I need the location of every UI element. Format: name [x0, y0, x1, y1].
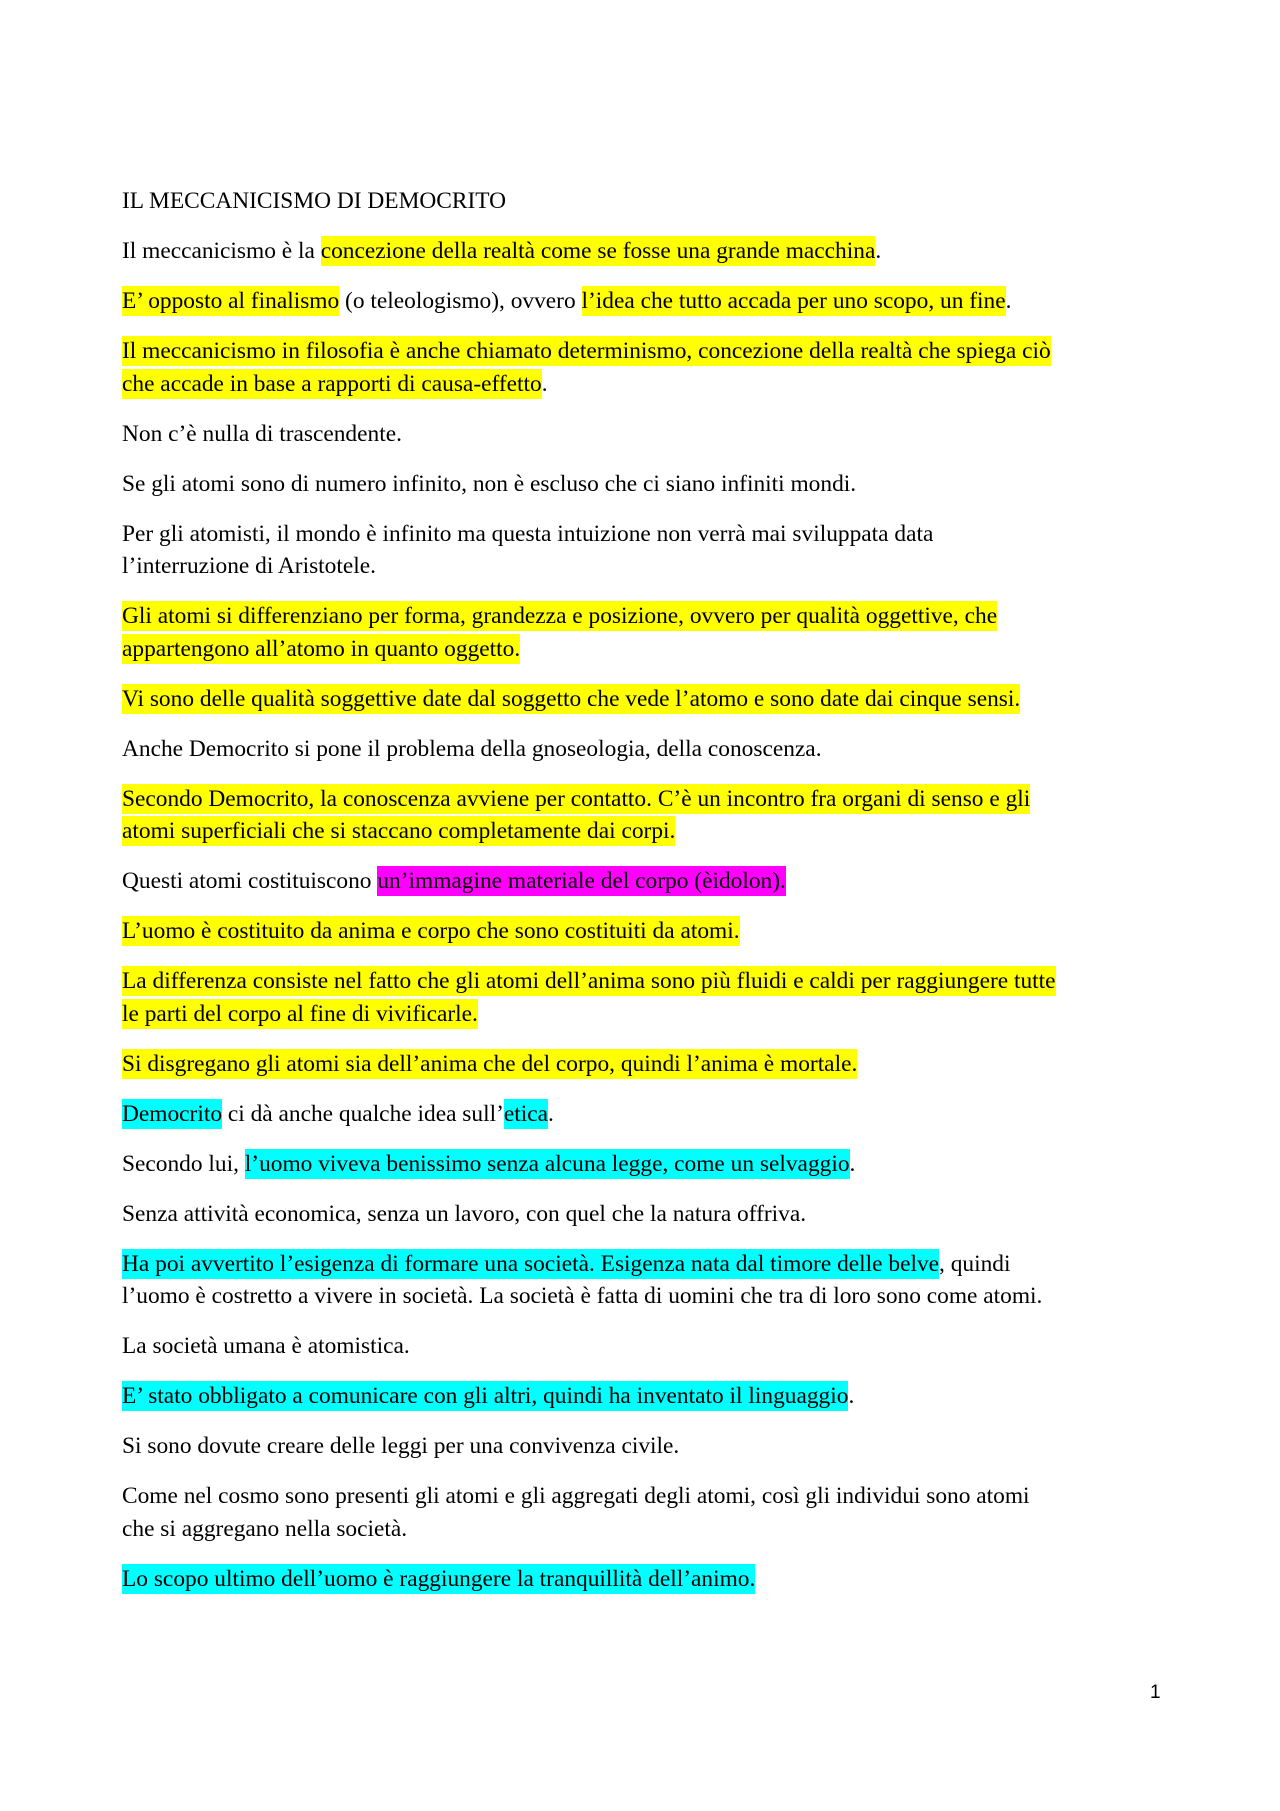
text-line: [122, 633, 1182, 666]
text-line: [122, 468, 1182, 501]
highlighted-text-yellow: Secondo Democrito, la conoscenza avviene per contatto. C’è un incontro fra organi di senso e gli: [122, 785, 1031, 812]
text-line: [122, 235, 1182, 268]
paragraph: [122, 915, 1182, 948]
highlighted-text-yellow: atomi superficiali che si staccano completamente dai corpi.: [122, 818, 676, 845]
paragraph: [122, 1248, 1182, 1313]
text-segment: Senza attività economica, senza un lavoro, con quel che la natura offriva.: [122, 1200, 807, 1227]
text-line: [122, 1430, 1182, 1463]
text-segment: .: [541, 370, 548, 397]
text-segment: l’uomo è costretto a vivere in società. La società è fatta di uomini che tra di loro sono come atomi.: [122, 1283, 1043, 1310]
page-number: 1: [1150, 1682, 1161, 1703]
paragraph: [122, 1380, 1182, 1413]
text-segment: Questi atomi costituiscono: [122, 868, 378, 895]
text-segment: .: [1005, 287, 1012, 314]
text-line: [122, 518, 1182, 551]
paragraph: [122, 1330, 1182, 1363]
text-segment: , quindi: [939, 1250, 1011, 1277]
highlighted-text-yellow: che accade in base a rapporti di causa-effetto: [122, 370, 542, 397]
text-line: [122, 683, 1182, 716]
highlighted-text-yellow: appartengono all’atomo in quanto oggetto.: [122, 635, 521, 662]
paragraph: [122, 1148, 1182, 1181]
document-title: [122, 185, 1182, 218]
text-line: [122, 285, 1182, 318]
text-segment: l’interruzione di Aristotele.: [122, 553, 376, 580]
paragraph: [122, 1430, 1182, 1463]
text-segment: Se gli atomi sono di numero infinito, non è escluso che ci siano infiniti mondi.: [122, 470, 857, 497]
text-line: [122, 1513, 1182, 1546]
paragraph: [122, 865, 1182, 898]
text-line: [122, 418, 1182, 451]
highlighted-text-yellow: E’ opposto al finalismo: [122, 287, 340, 314]
paragraph: [122, 418, 1182, 451]
paragraph: [122, 468, 1182, 501]
highlighted-text-yellow: Il meccanicismo in filosofia è anche chiamato determinismo, concezione della realtà che spiega ciò: [122, 337, 1051, 364]
text-segment: ci dà anche qualche idea sull’: [222, 1100, 504, 1127]
text-segment: La società umana è atomistica.: [122, 1333, 410, 1360]
highlighted-text-yellow: le parti del corpo al fine di vivificarle.: [122, 1000, 478, 1027]
text-line: [122, 600, 1182, 633]
text-segment: Si sono dovute creare delle leggi per una convivenza civile.: [122, 1433, 680, 1460]
paragraph: [122, 683, 1182, 716]
paragraph: [122, 1048, 1182, 1081]
paragraph: [122, 1198, 1182, 1231]
text-line: [122, 998, 1182, 1031]
highlighted-text-yellow: Gli atomi si differenziano per forma, grandezza e posizione, ovvero per qualità oggettive, che: [122, 603, 998, 630]
highlighted-text-yellow: l’idea che tutto accada per uno scopo, un fine: [581, 287, 1006, 314]
paragraph: [122, 600, 1182, 665]
text-line: [122, 915, 1182, 948]
paragraph: [122, 285, 1182, 318]
highlighted-text-cyan: l’uomo viveva benissimo senza alcuna legge, come un selvaggio: [244, 1150, 850, 1177]
text-line: [122, 965, 1182, 998]
text-line: [122, 1280, 1182, 1313]
text-segment: (o teleologismo), ovvero: [339, 287, 582, 314]
text-line: [122, 783, 1182, 816]
text-segment: Il meccanicismo è la: [122, 237, 321, 264]
highlighted-text-cyan: Ha poi avvertito l’esigenza di formare una società. Esigenza nata dal timore delle belve: [122, 1250, 940, 1277]
text-segment: Secondo lui,: [122, 1150, 245, 1177]
text-line: [122, 1098, 1182, 1131]
highlighted-text-yellow: Si disgregano gli atomi sia dell’anima che del corpo, quindi l’anima è mortale.: [122, 1050, 858, 1077]
highlighted-text-yellow: concezione della realtà come se fosse una grande macchina: [320, 237, 876, 264]
text-line: [122, 335, 1182, 368]
highlighted-text-cyan: etica: [503, 1100, 549, 1127]
highlighted-text-magenta: un’immagine materiale del corpo (èidolon).: [377, 868, 786, 895]
paragraph: [122, 1098, 1182, 1131]
text-segment: .: [848, 1383, 855, 1410]
text-segment: che si aggregano nella società.: [122, 1515, 408, 1542]
text-segment: Anche Democrito si pone il problema della gnoseologia, della conoscenza.: [122, 735, 822, 762]
text-line: [122, 1248, 1182, 1281]
text-line: [122, 815, 1182, 848]
paragraph: [122, 965, 1182, 1030]
text-segment: Non c’è nulla di trascendente.: [122, 420, 402, 447]
text-line: [122, 1198, 1182, 1231]
paragraph: [122, 783, 1182, 848]
text-line: [122, 1048, 1182, 1081]
highlighted-text-cyan: E’ stato obbligato a comunicare con gli altri, quindi ha inventato il linguaggio: [122, 1383, 849, 1410]
text-segment: Per gli atomisti, il mondo è infinito ma questa intuizione non verrà mai sviluppata data: [122, 520, 934, 547]
text-line: [122, 1380, 1182, 1413]
paragraph: [122, 733, 1182, 766]
text-segment: Come nel cosmo sono presenti gli atomi e gli aggregati degli atomi, così gli individui sono atomi: [122, 1483, 1030, 1510]
text-line: [122, 865, 1182, 898]
text-line: [122, 368, 1182, 401]
paragraph: [122, 1563, 1182, 1596]
text-segment: .: [548, 1100, 554, 1127]
highlighted-text-cyan: Lo scopo ultimo dell’uomo è raggiungere la tranquillità dell’animo.: [122, 1565, 756, 1592]
text-line: [122, 1480, 1182, 1513]
text-line: [122, 1330, 1182, 1363]
highlighted-text-yellow: Vi sono delle qualità soggettive date dal soggetto che vede l’atomo e sono date dai cinque sensi.: [122, 685, 1021, 712]
text-segment: IL MECCANICISMO DI DEMOCRITO: [122, 188, 507, 214]
text-line: [122, 185, 1182, 218]
text-line: [122, 733, 1182, 766]
paragraph: [122, 518, 1182, 583]
text-line: [122, 1148, 1182, 1181]
text-line: [122, 1563, 1182, 1596]
paragraph: [122, 335, 1182, 400]
text-segment: .: [875, 237, 882, 264]
highlighted-text-cyan: Democrito: [122, 1100, 223, 1127]
highlighted-text-yellow: L’uomo è costituito da anima e corpo che sono costituiti da atomi.: [122, 918, 740, 945]
document-body: [122, 185, 1182, 1613]
paragraph: [122, 235, 1182, 268]
paragraph: [122, 1480, 1182, 1545]
highlighted-text-yellow: La differenza consiste nel fatto che gli atomi dell’anima sono più fluidi e caldi per raggiungere tutte: [122, 968, 1056, 995]
text-segment: .: [849, 1150, 856, 1177]
text-line: [122, 550, 1182, 583]
